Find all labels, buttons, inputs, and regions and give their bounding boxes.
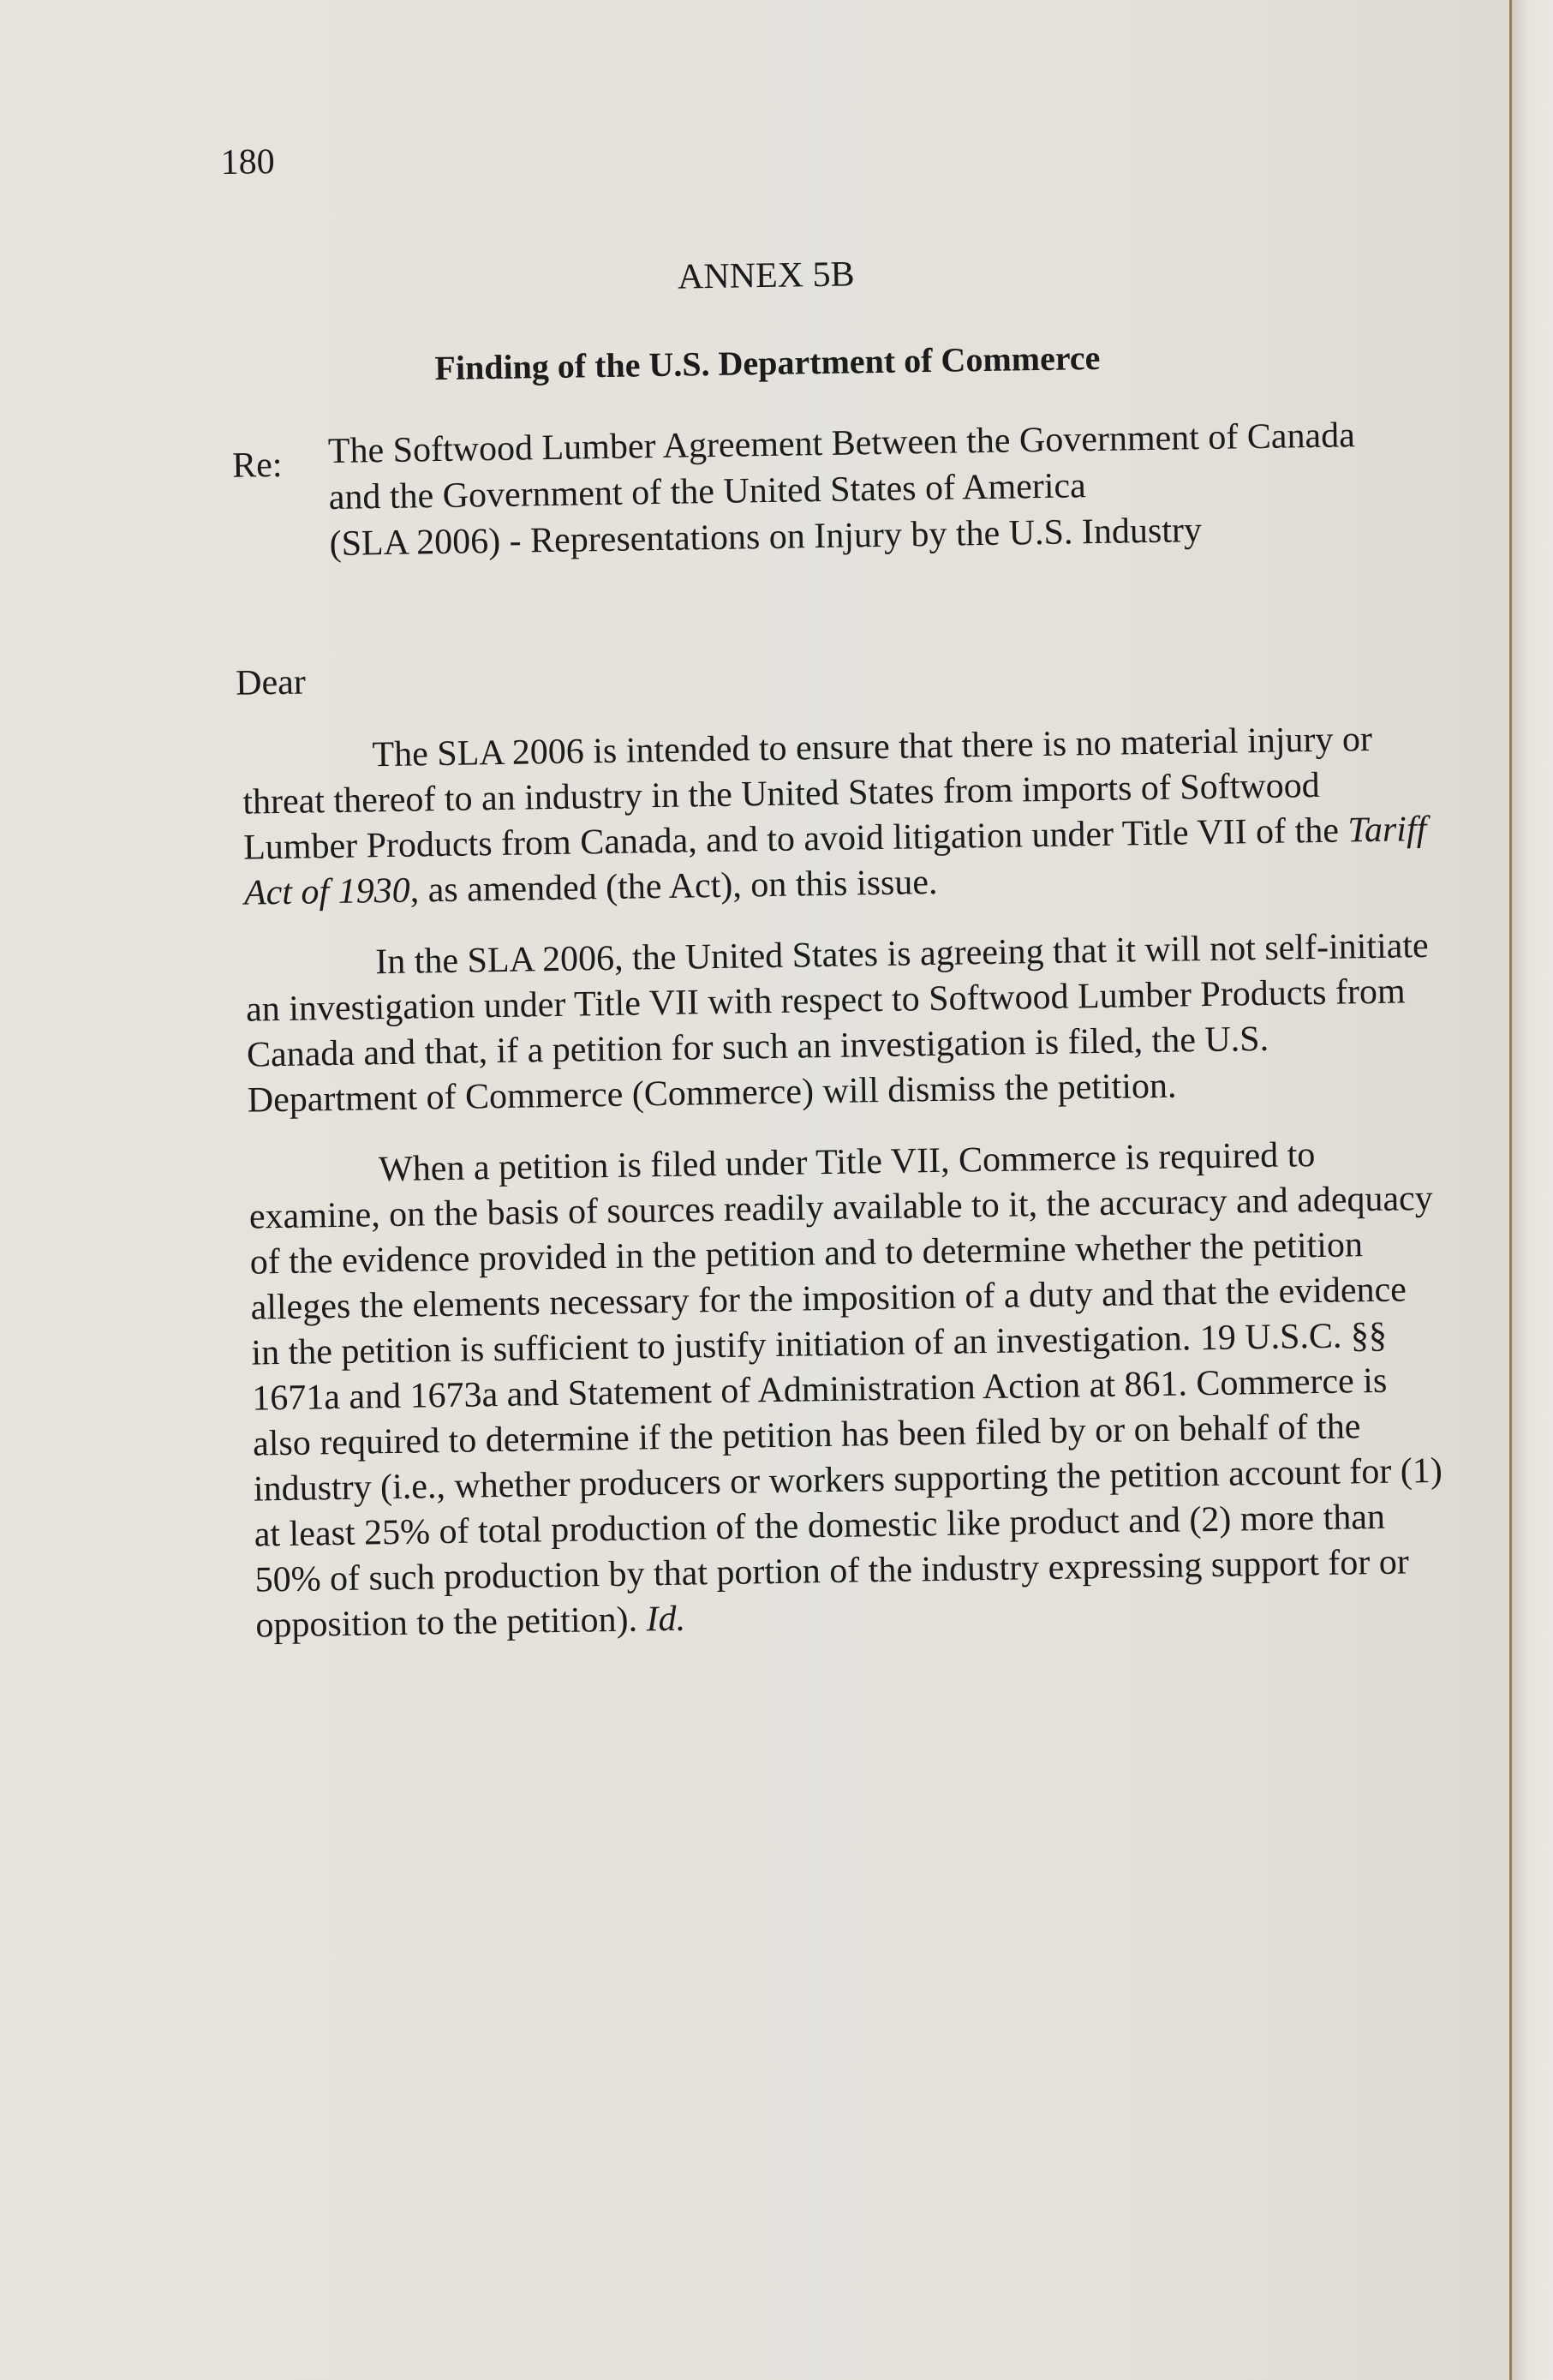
- finding-title: Finding of the U.S. Department of Commerce: [434, 338, 1101, 388]
- paragraph-3-text: When a petition is filed under Title VII, Commerce is required to examine, on the basis of sources readily available to it, the accuracy and adequacy of the evidence provided in the petition and to determine whether the petition alleges the elements necessary for the imposition of a duty and that the evidence in the petition is sufficient to justify initiation of an investigation. 19 U.S.C. §§ 1671a and 1673a and Statement of Administration Action at 861. Commerce is also required to determine if the petition has been filed by or on behalf of the industry (i.e., whether producers or workers supporting the petition account for (1) at least 25% of total production of the domestic like product and (2) more than 50% of such production by that portion of the industry expressing support for or opposition to the petition).: [248, 1135, 1443, 1646]
- annex-title: ANNEX 5B: [677, 254, 855, 297]
- paragraph-3: [248, 1131, 1447, 1649]
- act-title-italic: Tariff Act of 1930: [243, 809, 1427, 913]
- page-number: 180: [220, 141, 275, 182]
- salutation: Dear: [235, 662, 307, 703]
- paragraph-2: In the SLA 2006, the United States is agreeing that it will not self-initiate an investigation under Title VII with respect to Softwood Lumber Products from Canada and that, if a petition for such an investigation is filed, the U.S. Department of Commerce (Commerce) will dismiss the petition.: [245, 925, 1429, 1121]
- citation-id-italic: Id.: [646, 1599, 686, 1640]
- re-label: Re:: [231, 445, 283, 486]
- paragraph-1-text: The SLA 2006 is intended to ensure that there is no material injury or threat thereof to an industry in the United States from imports of Softwood Lumber Products from Canada, and to avoid litigation under Title VII of the: [242, 719, 1373, 868]
- re-subject: The Softwood Lumber Agreement Between the Government of Canada and the Government of the United States of America (SLA 2006) - Representations on Injury by the U.S. Industry: [327, 416, 1356, 565]
- paragraph-1-text-end: , as amended (the Act), on this issue.: [409, 862, 938, 911]
- paragraph-1: [242, 716, 1435, 917]
